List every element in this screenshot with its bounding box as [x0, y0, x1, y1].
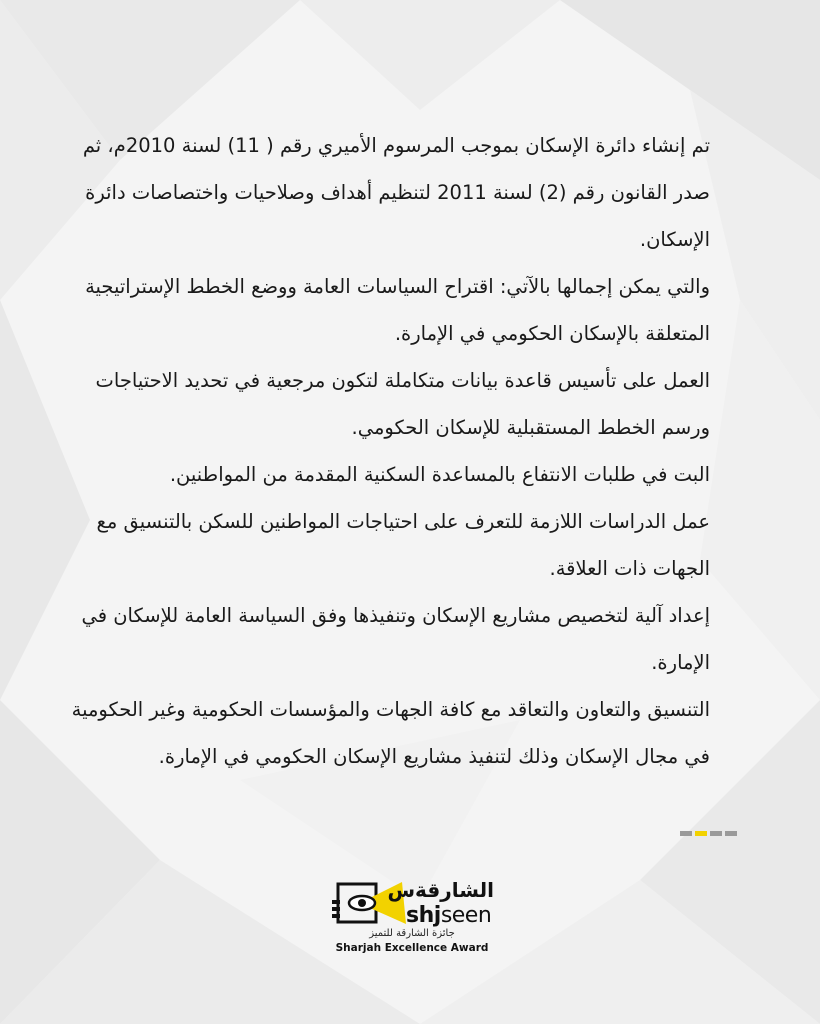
text-line: الإسكان.	[639, 228, 710, 251]
text-line: والتي يمكن إجمالها بالآتي: اقتراح السياسات العامة ووضع الخطط الإستراتيجية	[85, 275, 710, 298]
text-line: إعداد آلية لتخصيص مشاريع الإسكان وتنفيذها وفق السياسة العامة للإسكان في	[81, 604, 710, 627]
text-line: العمل على تأسيس قاعدة بيانات متكاملة لتكون مرجعية في تحديد الاحتياجات	[95, 369, 710, 392]
text-line: عمل الدراسات اللازمة للتعرف على احتياجات المواطنين للسكن بالتنسيق مع	[96, 510, 710, 533]
logo-english-award: Sharjah Excellence Award	[335, 942, 489, 954]
logo-english-light: seen	[440, 903, 492, 928]
text-line: البت في طلبات الانتفاع بالمساعدة السكنية المقدمة من المواطنين.	[169, 463, 710, 486]
text-line: في مجال الإسكان وذلك لتنفيذ مشاريع الإسكان الحكومي في الإمارة.	[158, 745, 710, 768]
text-line: الإمارة.	[651, 651, 710, 674]
logo-english-name	[406, 903, 491, 928]
text-line: المتعلقة بالإسكان الحكومي في الإمارة.	[394, 322, 710, 345]
logo-english-bold: shj	[406, 903, 441, 928]
page-indicator	[680, 831, 737, 836]
article-body	[71, 122, 710, 780]
sharjah-excellence-award-logo	[326, 878, 498, 958]
page-dot	[710, 831, 722, 836]
text-line: ورسم الخطط المستقبلية للإسكان الحكومي.	[351, 416, 710, 439]
logo-arabic-award: جائزة الشارقة للتميز	[369, 928, 455, 939]
page-dot	[695, 831, 707, 836]
text-line: تم إنشاء دائرة الإسكان بموجب المرسوم الأميري رقم ( 11) لسنة 2010م، ثم	[82, 134, 710, 157]
text-line: صدر القانون رقم (2) لسنة 2011 لتنظيم أهداف وصلاحيات واختصاصات دائرة	[85, 181, 710, 204]
page-dot	[725, 831, 737, 836]
logo-arabic-name: الشارقةس	[387, 878, 494, 902]
text-line: الجهات ذات العلاقة.	[549, 557, 710, 580]
text-line: التنسيق والتعاون والتعاقد مع كافة الجهات والمؤسسات الحكومية وغير الحكومية	[71, 698, 710, 721]
page-dot	[680, 831, 692, 836]
